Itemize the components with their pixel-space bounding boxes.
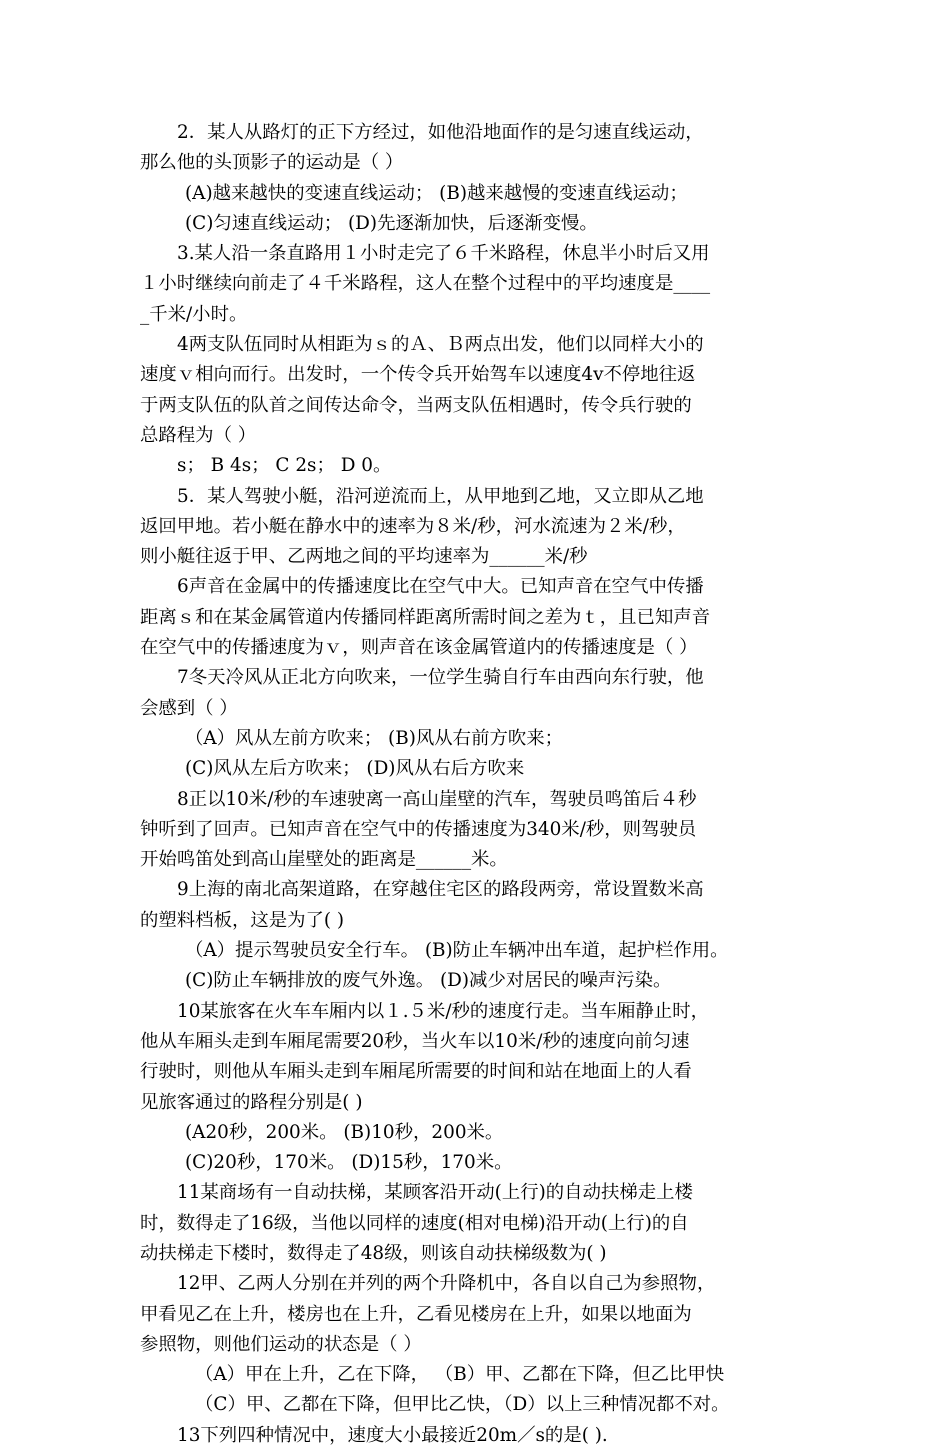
text-line: 见旅客通过的路程分别是( ) xyxy=(140,1091,363,1113)
text-line: 8正以10米/秒的车速驶离一高山崖壁的汽车，驾驶员鸣笛后４秒 xyxy=(177,788,697,810)
text-line: 距离ｓ和在某金属管道内传播同样距离所需时间之差为ｔ，且已知声音 xyxy=(140,606,711,628)
text-line: s； B 4s； C 2s； D 0。 xyxy=(177,455,392,477)
text-line: 13下列四种情况中，速度大小最接近20m／s的是( ). xyxy=(177,1424,608,1446)
text-line: 参照物，则他们运动的状态是（ ） xyxy=(140,1333,422,1355)
text-line: １小时继续向前走了４千米路程，这人在整个过程中的平均速度是____ xyxy=(140,273,711,295)
text-line: (C)20秒，170米。 (D)15秒，170米。 xyxy=(185,1152,513,1174)
text-line: 12甲、乙两人分别在并列的两个升降机中，各自以自己为参照物， xyxy=(177,1273,716,1295)
text-line: 2．某人从路灯的正下方经过，如他沿地面作的是匀速直线运动， xyxy=(177,122,704,143)
text-line: （A）提示驾驶员安全行车。 (B)防止车辆冲出车道，起护栏作用。 xyxy=(185,940,729,962)
text-line: 3.某人沿一条直路用１小时走完了６千米路程，休息半小时后又用 xyxy=(177,243,710,265)
text-line: （A）风从左前方吹来； (B)风从右前方吹来； xyxy=(185,727,564,749)
text-line: (C)匀速直线运动； (D)先逐渐加快，后逐渐变慢。 xyxy=(185,212,598,234)
text-line: (A)越来越快的变速直线运动； (B)越来越慢的变速直线运动； xyxy=(185,182,688,204)
text-line: 7冬天冷风从正北方向吹来，一位学生骑自行车由西向东行驶，他 xyxy=(177,667,704,689)
text-line: 的塑料档板，这是为了( ) xyxy=(140,909,345,931)
text-line: 会感到（ ） xyxy=(140,697,238,719)
text-line: 返回甲地。若小艇在静水中的速率为８米/秒，河水流速为２米/秒， xyxy=(140,515,686,537)
text-line: 时，数得走了16级，当他以同样的速度(相对电梯)沿开动(上行)的自 xyxy=(140,1212,689,1234)
text-line: (C)风从左后方吹来； (D)风从右后方吹来 xyxy=(185,758,525,780)
text-line: 于两支队伍的队首之间传达命令，当两支队伍相遇时，传令兵行驶的 xyxy=(140,394,692,416)
text-line: 开始鸣笛处到高山崖壁处的距离是______米。 xyxy=(140,849,508,871)
text-line: 他从车厢头走到车厢尾需要20秒，当火车以10米/秒的速度向前匀速 xyxy=(140,1030,690,1052)
text-line: 总路程为（ ） xyxy=(140,424,257,446)
text-line: 那么他的头顶影子的运动是（ ） xyxy=(140,152,404,174)
text-line: 速度ｖ相向而行。出发时，一个传令兵开始驾车以速度4v不停地往返 xyxy=(140,364,696,386)
text-line: 动扶梯走下楼时，数得走了48级，则该自动扶梯级数为( ) xyxy=(140,1242,607,1264)
text-line: (C)防止车辆排放的废气外逸。 (D)减少对居民的噪声污染。 xyxy=(185,970,672,992)
text-line: _千米/小时。 xyxy=(140,303,248,325)
document-body xyxy=(140,118,820,1451)
text-line: 甲看见乙在上升，楼房也在上升，乙看见楼房在上升，如果以地面为 xyxy=(140,1303,692,1325)
text-line: 钟听到了回声。已知声音在空气中的传播速度为340米/秒，则驾驶员 xyxy=(140,818,697,840)
text-line: （C）甲、乙都在下降，但甲比乙快，（D）以上三种情况都不对。 xyxy=(195,1394,730,1416)
text-line: 行驶时，则他从车厢头走到车厢尾所需要的时间和站在地面上的人看 xyxy=(140,1061,692,1083)
text-line: 5．某人驾驶小艇，沿河逆流而上，从甲地到乙地，又立即从乙地 xyxy=(177,485,704,507)
text-line: （A）甲在上升，乙在下降， （B）甲、乙都在下降，但乙比甲快 xyxy=(195,1364,725,1386)
text-line: (A20秒，200米。 (B)10秒，200米。 xyxy=(185,1121,504,1143)
text-line: 在空气中的传播速度为ｖ，则声音在该金属管道内的传播速度是（ ） xyxy=(140,637,698,659)
text-line: 9上海的南北高架道路，在穿越住宅区的路段两旁，常设置数米高 xyxy=(177,879,704,901)
text-line: 则小艇往返于甲、乙两地之间的平均速率为______米/秒 xyxy=(140,546,588,568)
text-line: 10某旅客在火车车厢内以１.５米/秒的速度行走。当车厢静止时， xyxy=(177,1000,709,1022)
text-line: 6声音在金属中的传播速度比在空气中大。已知声音在空气中传播 xyxy=(177,576,704,598)
text-line: 4两支队伍同时从相距为ｓ的Ａ、Ｂ两点出发，他们以同样大小的 xyxy=(177,334,704,356)
text-line: 11某商场有一自动扶梯，某顾客沿开动(上行)的自动扶梯走上楼 xyxy=(177,1182,693,1204)
